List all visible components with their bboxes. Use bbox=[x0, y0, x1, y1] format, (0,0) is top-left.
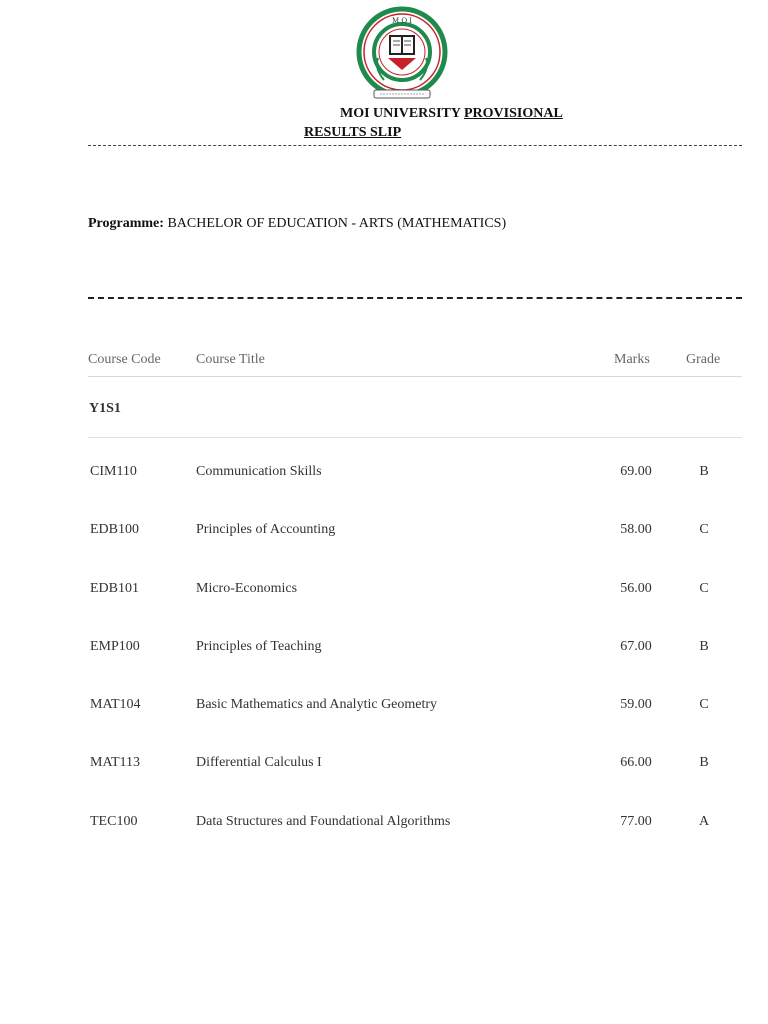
course-title: Micro-Economics bbox=[196, 580, 298, 596]
course-title: Principles of Accounting bbox=[196, 522, 336, 538]
programme-value: BACHELOR OF EDUCATION - ARTS (MATHEMATICS) bbox=[167, 216, 507, 231]
provisional-label: PROVISIONAL bbox=[464, 106, 563, 121]
course-code: MAT113 bbox=[90, 755, 141, 771]
table-row bbox=[88, 438, 742, 496]
table-row bbox=[88, 613, 742, 671]
programme-label: Programme: bbox=[88, 216, 164, 231]
course-marks: 66.00 bbox=[620, 755, 652, 771]
course-grade: A bbox=[698, 813, 710, 829]
section-label: Y1S1 bbox=[89, 401, 121, 416]
course-grade: C bbox=[699, 580, 709, 596]
course-grade: C bbox=[699, 522, 709, 538]
header-course-code: Course Code bbox=[88, 352, 161, 367]
course-marks: 59.00 bbox=[620, 697, 652, 713]
course-grade: C bbox=[699, 697, 709, 713]
course-code: MAT104 bbox=[90, 697, 141, 713]
table-row bbox=[88, 729, 742, 787]
table-row bbox=[88, 555, 742, 613]
section-row bbox=[88, 377, 742, 438]
course-marks: 69.00 bbox=[620, 464, 652, 479]
course-title: Data Structures and Foundational Algorithms bbox=[196, 813, 451, 829]
course-marks: 77.00 bbox=[620, 813, 652, 829]
course-marks: 58.00 bbox=[620, 522, 652, 538]
course-code: EDB101 bbox=[90, 580, 139, 596]
course-code: EMP100 bbox=[90, 638, 140, 654]
university-logo bbox=[356, 6, 452, 106]
course-grade: B bbox=[699, 755, 709, 771]
course-grade: B bbox=[699, 464, 709, 479]
course-marks: 56.00 bbox=[620, 580, 652, 596]
divider-top bbox=[88, 145, 742, 146]
results-slip-label: RESULTS SLIP bbox=[304, 125, 402, 140]
course-title: Differential Calculus I bbox=[196, 755, 322, 771]
university-name: MOI UNIVERSITY bbox=[340, 106, 461, 121]
course-title: Principles of Teaching bbox=[196, 638, 322, 654]
table-row bbox=[88, 671, 742, 729]
header-course-title: Course Title bbox=[196, 352, 265, 367]
header-marks: Marks bbox=[614, 352, 650, 367]
logo-text: M O I bbox=[391, 17, 413, 25]
course-title: Communication Skills bbox=[196, 464, 322, 479]
table-row bbox=[88, 496, 742, 554]
course-title: Basic Mathematics and Analytic Geometry bbox=[196, 697, 438, 713]
divider-bottom bbox=[88, 297, 742, 299]
course-code: EDB100 bbox=[90, 522, 139, 538]
course-marks: 67.00 bbox=[620, 638, 652, 654]
table-header bbox=[88, 350, 742, 377]
programme-line bbox=[88, 216, 506, 232]
table-row bbox=[88, 788, 742, 846]
course-code: TEC100 bbox=[90, 813, 138, 829]
course-grade: B bbox=[699, 638, 709, 654]
course-code: CIM110 bbox=[90, 464, 137, 479]
header-grade: Grade bbox=[686, 352, 721, 367]
results-table bbox=[88, 350, 742, 846]
